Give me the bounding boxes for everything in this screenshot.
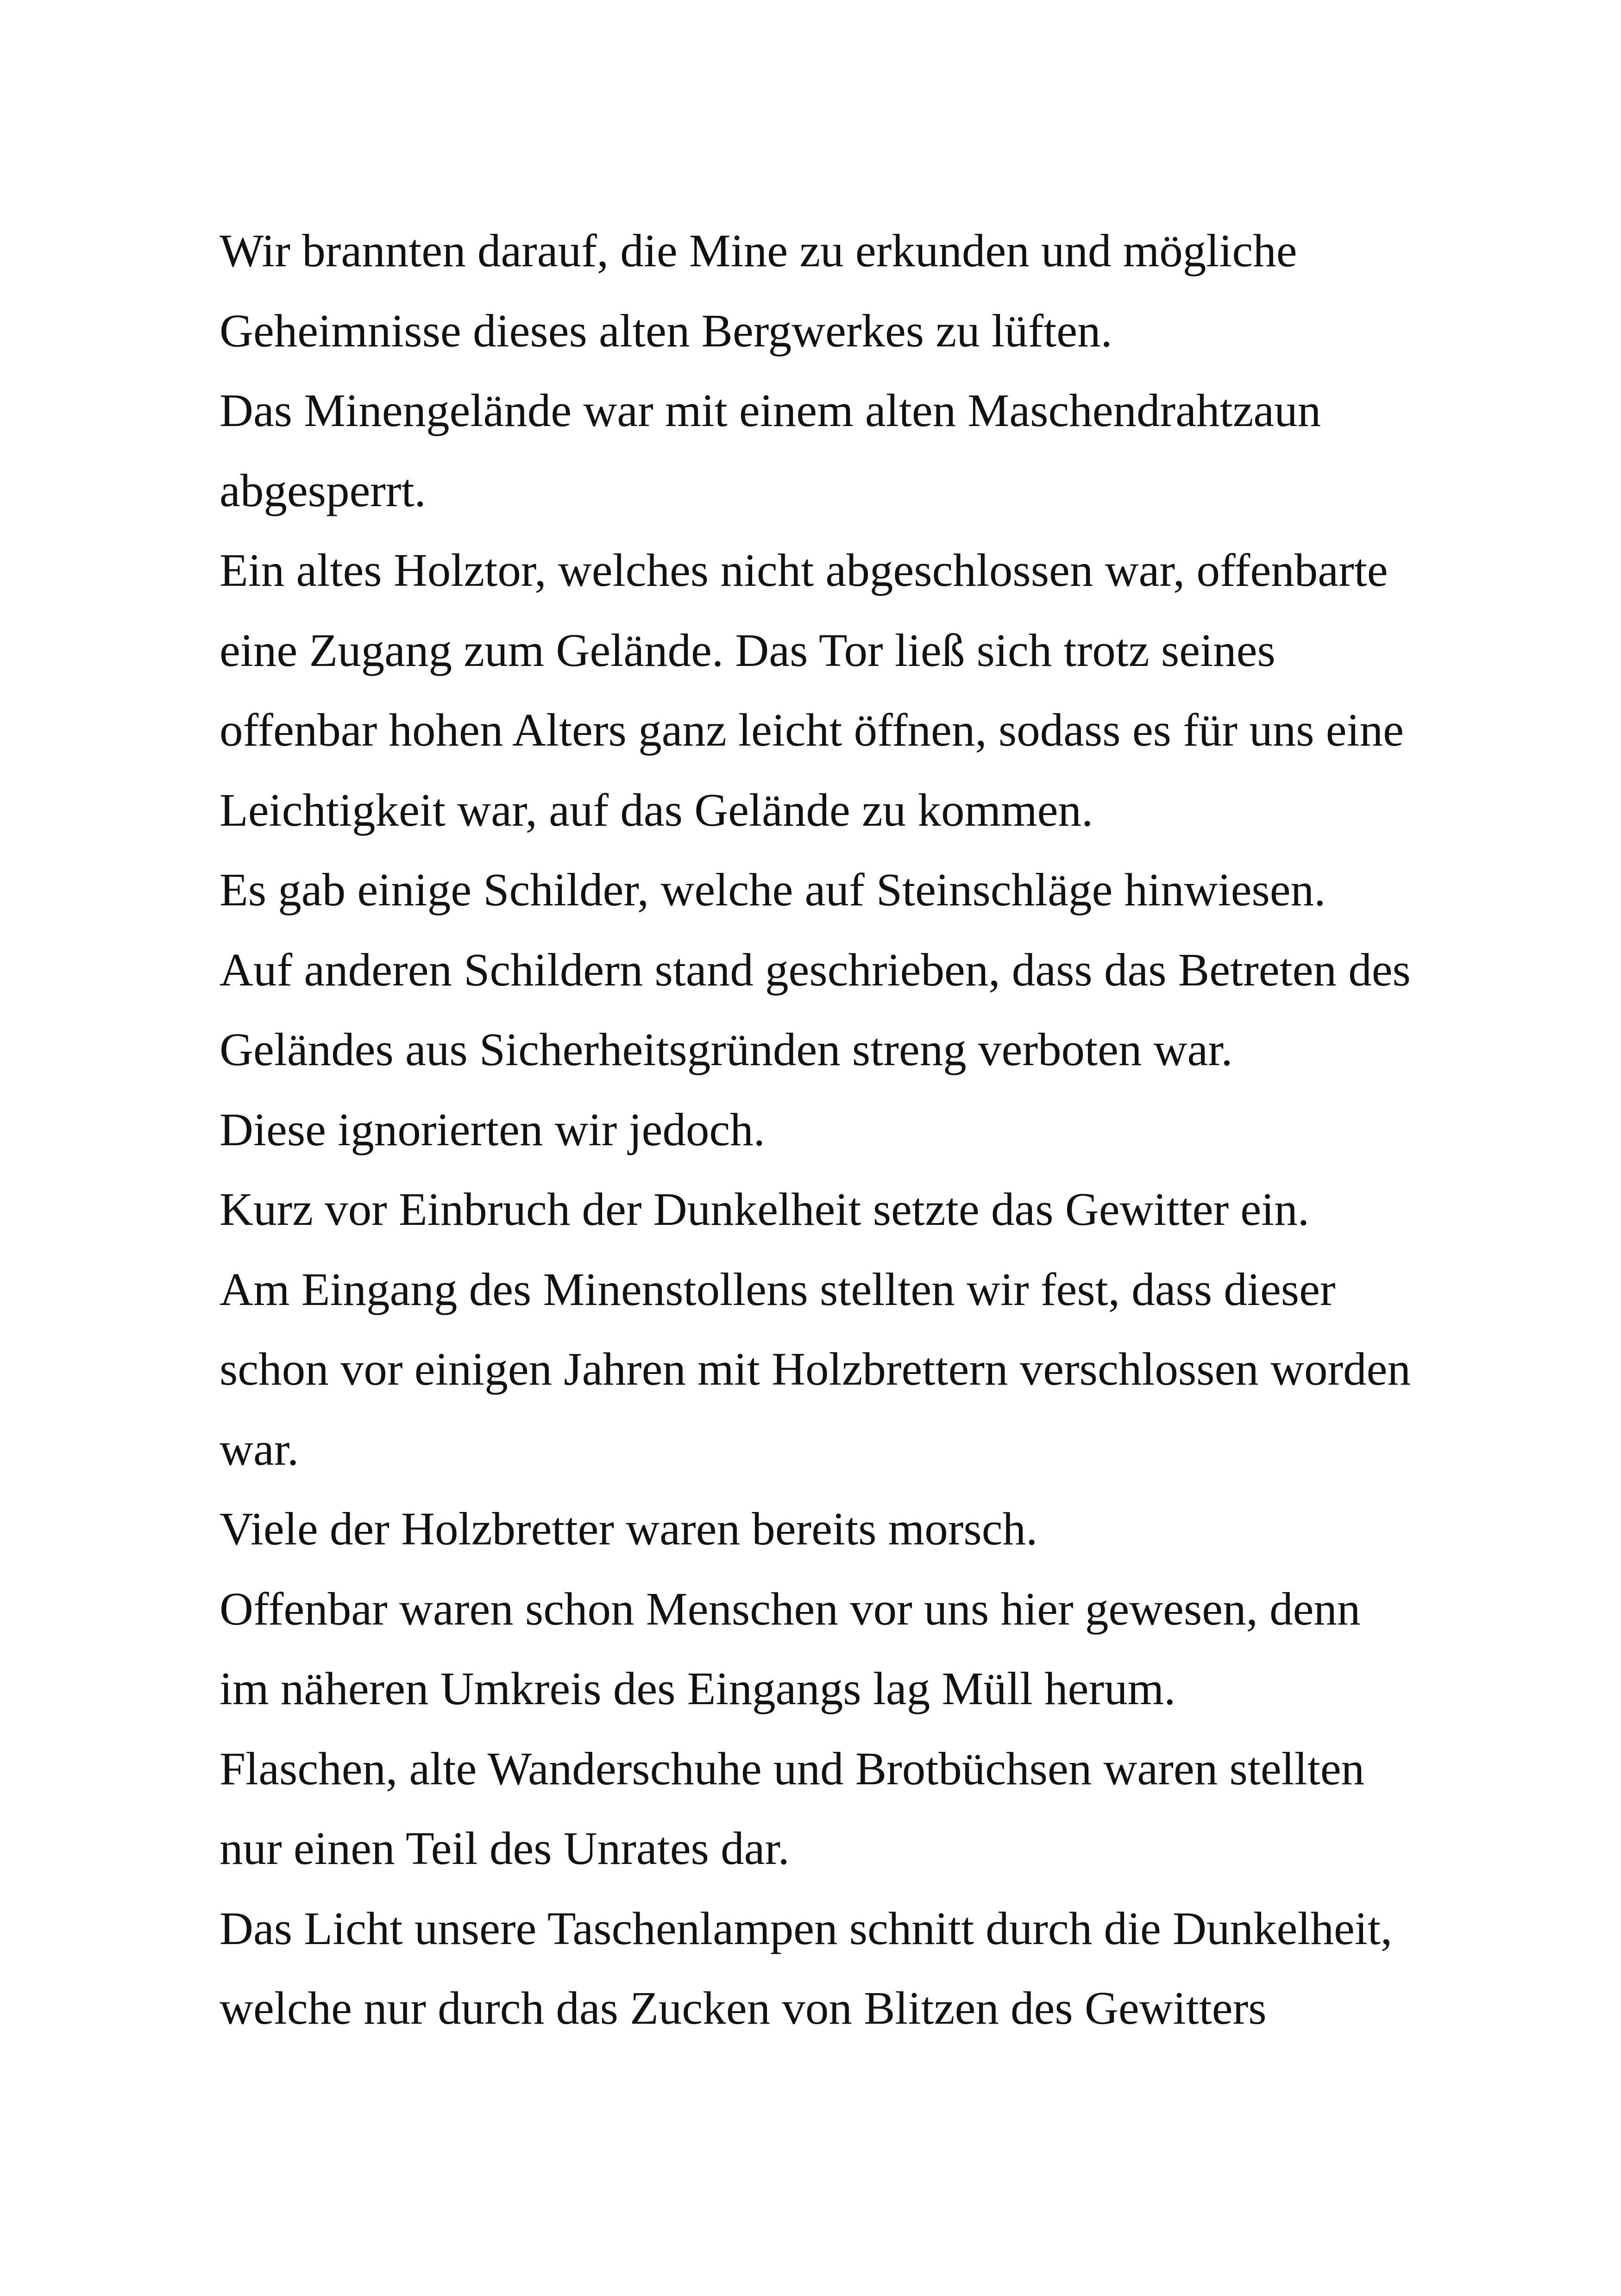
text-line: schon vor einigen Jahren mit Holzbrettern verschlossen worden — [220, 1343, 1411, 1395]
text-line: Auf anderen Schildern stand geschrieben, dass das Betreten des — [220, 943, 1411, 996]
text-line: offenbar hohen Alters ganz leicht öffnen, sodass es für uns eine — [220, 704, 1404, 756]
text-line: Diese ignorierten wir jedoch. — [220, 1103, 765, 1155]
text-line: Flaschen, alte Wanderschuhe und Brotbüchsen waren stellten — [220, 1742, 1365, 1794]
text-line: Viele der Holzbretter waren bereits morsch. — [220, 1503, 1038, 1555]
text-line: Offenbar waren schon Menschen vor uns hier gewesen, denn — [220, 1582, 1361, 1635]
text-line: Geländes aus Sicherheitsgründen streng verboten war. — [220, 1023, 1233, 1075]
text-line: abgesperrt. — [220, 464, 426, 516]
text-line: Das Minengelände war mit einem alten Maschendrahtzaun — [220, 384, 1321, 436]
text-line: Leichtigkeit war, auf das Gelände zu kommen. — [220, 784, 1093, 836]
text-line: im näheren Umkreis des Eingangs lag Müll herum. — [220, 1662, 1176, 1714]
text-line: nur einen Teil des Unrates dar. — [220, 1822, 790, 1874]
body-text — [220, 211, 1470, 2048]
text-line: Ein altes Holztor, welches nicht abgeschlossen war, offenbarte — [220, 544, 1388, 596]
text-line: Geheimnisse dieses alten Bergwerkes zu lüften. — [220, 304, 1112, 357]
text-line: Das Licht unsere Taschenlampen schnitt durch die Dunkelheit, — [220, 1902, 1393, 1954]
text-line: Am Eingang des Minenstollens stellten wir fest, dass dieser — [220, 1263, 1336, 1315]
text-line: Es gab einige Schilder, welche auf Steinschläge hinwiesen. — [220, 864, 1326, 916]
text-line: Wir brannten darauf, die Mine zu erkunden und mögliche — [220, 225, 1297, 276]
text-line: welche nur durch das Zucken von Blitzen des Gewitters — [220, 1982, 1267, 2034]
text-line: Kurz vor Einbruch der Dunkelheit setzte das Gewitter ein. — [220, 1183, 1310, 1235]
text-line: war. — [220, 1423, 299, 1475]
text-line: eine Zugang zum Gelände. Das Tor ließ sich trotz seines — [220, 624, 1275, 676]
